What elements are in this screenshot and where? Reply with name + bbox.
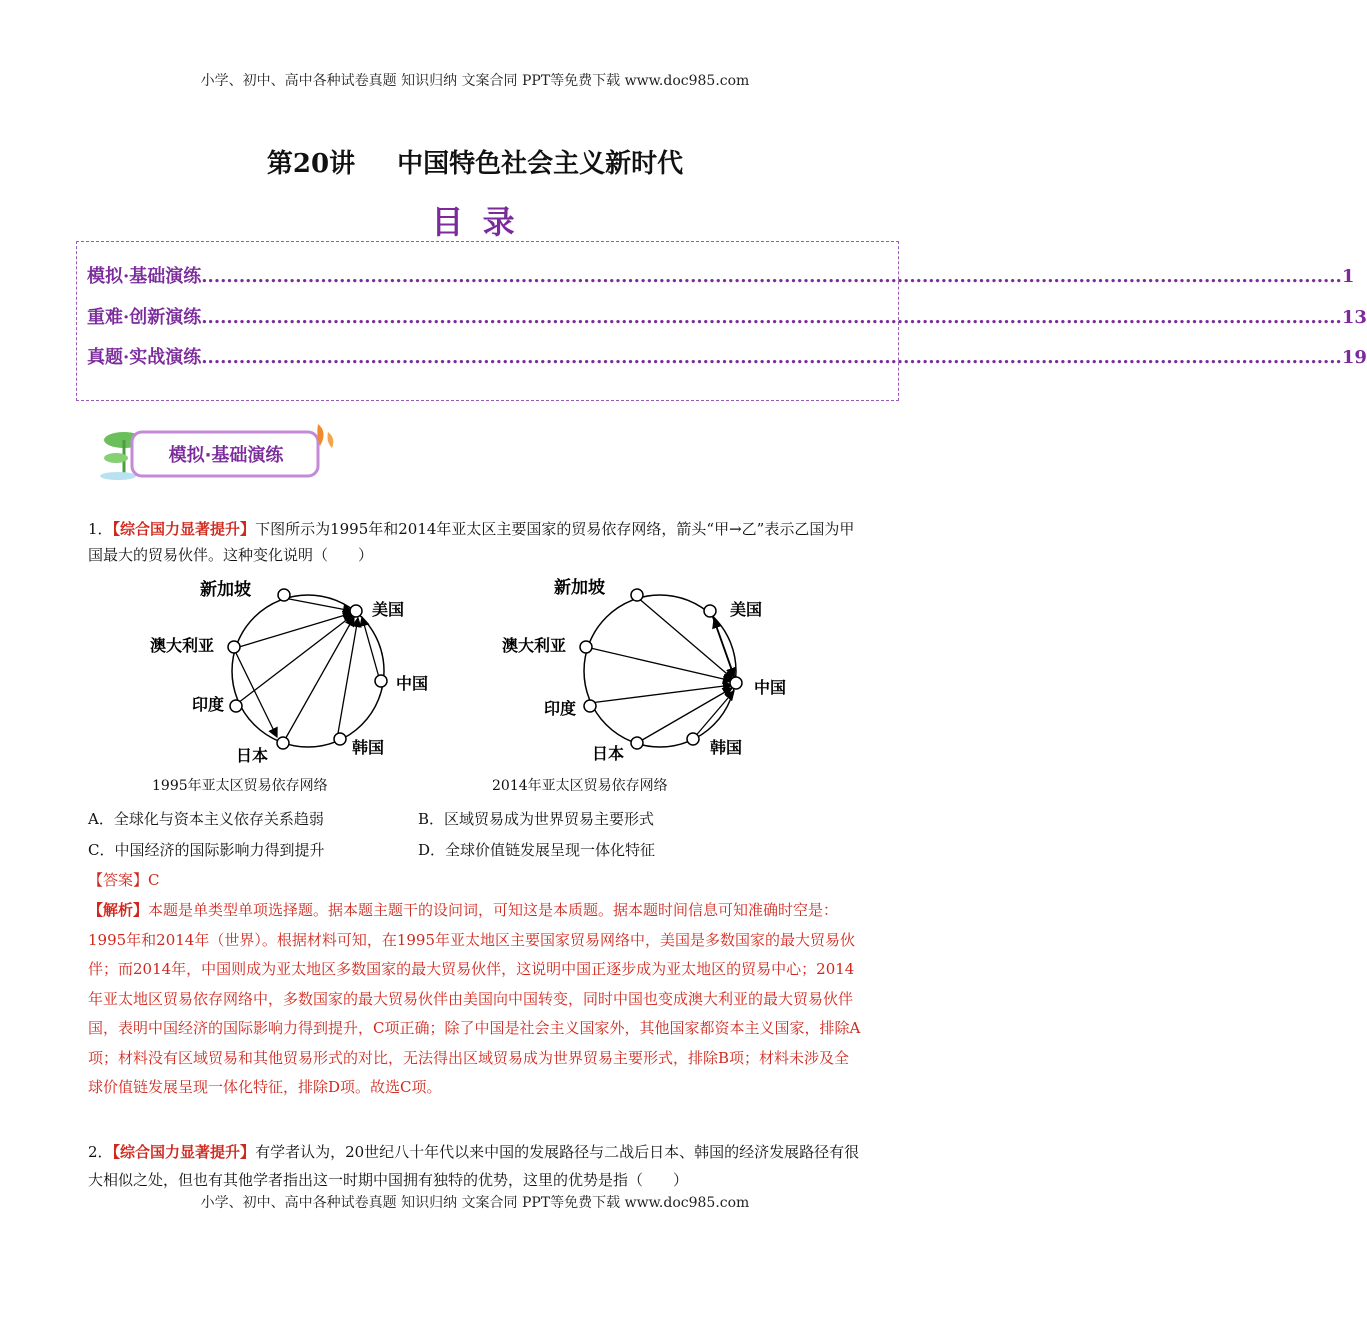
- option-b[interactable]: B．区域贸易成为世界贸易主要形式: [418, 810, 655, 828]
- figure-caption-2014: 2014年亚太区贸易依存网络: [492, 778, 668, 794]
- trade-network-figure: [140, 573, 810, 773]
- question-2-stem: [88, 1138, 864, 1194]
- question-text: 有学者认为，20世纪八十年代以来中国的发展路径与二战后日本、韩国的经济发展路径有很大相似之处，但也有其他学者指出这一时期中国拥有独特的优势，这里的优势是指（ ）: [88, 1143, 860, 1189]
- node-label: 印度: [544, 699, 577, 718]
- node-label: 日本: [592, 744, 625, 763]
- node-label: 日本: [236, 746, 269, 765]
- node-label: 韩国: [710, 738, 743, 757]
- analysis-tag: 【解析】: [88, 901, 149, 919]
- analysis: [88, 896, 864, 1103]
- toc-item-label: 模拟·基础演练: [87, 266, 202, 287]
- option-d[interactable]: D．全球价值链发展呈现一体化特征: [418, 841, 656, 859]
- section-banner: [96, 418, 346, 484]
- toc-item-real-exam[interactable]: [87, 343, 1367, 369]
- node-label: 美国: [730, 600, 763, 619]
- question-number: 1．: [88, 520, 113, 538]
- page-title: [0, 143, 950, 180]
- page-header: 小学、初中、高中各种试卷真题 知识归纳 文案合同 PPT等免费下载 www.doc985.com: [200, 73, 750, 89]
- toc-item-label: 真题·实战演练: [87, 347, 202, 368]
- network-1995: [150, 579, 428, 765]
- question-tag: 【综合国力显著提升】: [112, 1143, 256, 1161]
- toc-item-label: 重难·创新演练: [87, 307, 202, 328]
- node-label: 澳大利亚: [502, 636, 567, 655]
- question-text: 下图所示为1995年和2014年亚太区主要国家的贸易依存网络，箭头“甲→乙”表示乙国为甲国最大的贸易伙伴。这种变化说明（ ）: [88, 520, 855, 564]
- toc-leader: ......................................................................................................................................................................................: [201, 347, 1342, 368]
- banner-label: 模拟·基础演练: [168, 445, 284, 466]
- toc-item-advanced[interactable]: [87, 303, 1367, 329]
- option-a[interactable]: A．全球化与资本主义依存关系趋弱: [88, 810, 324, 828]
- toc-item-page: 13: [1341, 307, 1367, 328]
- question-tag: 【综合国力显著提升】: [112, 520, 256, 538]
- question-1-stem: [88, 516, 864, 568]
- figure-caption-1995: 1995年亚太区贸易依存网络: [152, 778, 328, 794]
- page-footer: 小学、初中、高中各种试卷真题 知识归纳 文案合同 PPT等免费下载 www.doc985.com: [200, 1195, 750, 1211]
- node-label: 韩国: [352, 738, 385, 757]
- option-c[interactable]: C．中国经济的国际影响力得到提升: [88, 841, 325, 859]
- node-label: 新加坡: [554, 578, 605, 598]
- toc-item-page: 19: [1341, 347, 1367, 368]
- toc-leader: ......................................................................................................................................................................................: [201, 307, 1342, 328]
- question-number: 2．: [88, 1143, 113, 1161]
- node-label: 美国: [372, 600, 405, 619]
- network-2014: [502, 577, 786, 763]
- node-label: 澳大利亚: [150, 636, 215, 655]
- toc-item-page: 1: [1341, 266, 1355, 287]
- toc-item-basic[interactable]: [87, 262, 1355, 288]
- table-of-contents: [76, 241, 1367, 401]
- lecture-topic: 中国特色社会主义新时代: [397, 149, 684, 179]
- node-label: 中国: [396, 674, 429, 693]
- analysis-text: 本题是单类型单项选择题。据本题主题干的设问词，可知这是本质题。据本题时间信息可知准确时空是：1995年和2014年（世界）。根据材料可知，在1995年亚太地区主要国家贸易网络中，美国是多数国家的最大贸易伙伴；而2014年，中国则成为亚太地区多数国家的最大贸易伙伴，这说明中国正逐步成为亚太地区的贸易中心；2014年亚太地区贸易依存网络中，多数国家的最大贸易伙伴由美国向中国转变，同时中国也变成澳大利亚的最大贸易伙伴国，表明中国经济的国际影响力得到提升，C项正确；除了中国是社会主义国家外，其他国家都资本主义国家，排除A项；材料没有区域贸易和其他贸易形式的对比，无法得出区域贸易成为世界贸易主要形式，排除B项；材料未涉及全球价值链发展呈现一体化特征，排除D项。故选C项。: [88, 901, 861, 1096]
- toc-leader: ......................................................................................................................................................................................: [201, 266, 1342, 287]
- lecture-number: 第20讲: [266, 149, 356, 179]
- fish-icon: [317, 424, 333, 448]
- toc-heading: 目 录: [431, 203, 519, 241]
- node-label: 新加坡: [200, 580, 251, 600]
- answer: 【答案】C: [88, 871, 160, 889]
- node-label: 中国: [754, 678, 787, 697]
- node-label: 印度: [192, 695, 225, 714]
